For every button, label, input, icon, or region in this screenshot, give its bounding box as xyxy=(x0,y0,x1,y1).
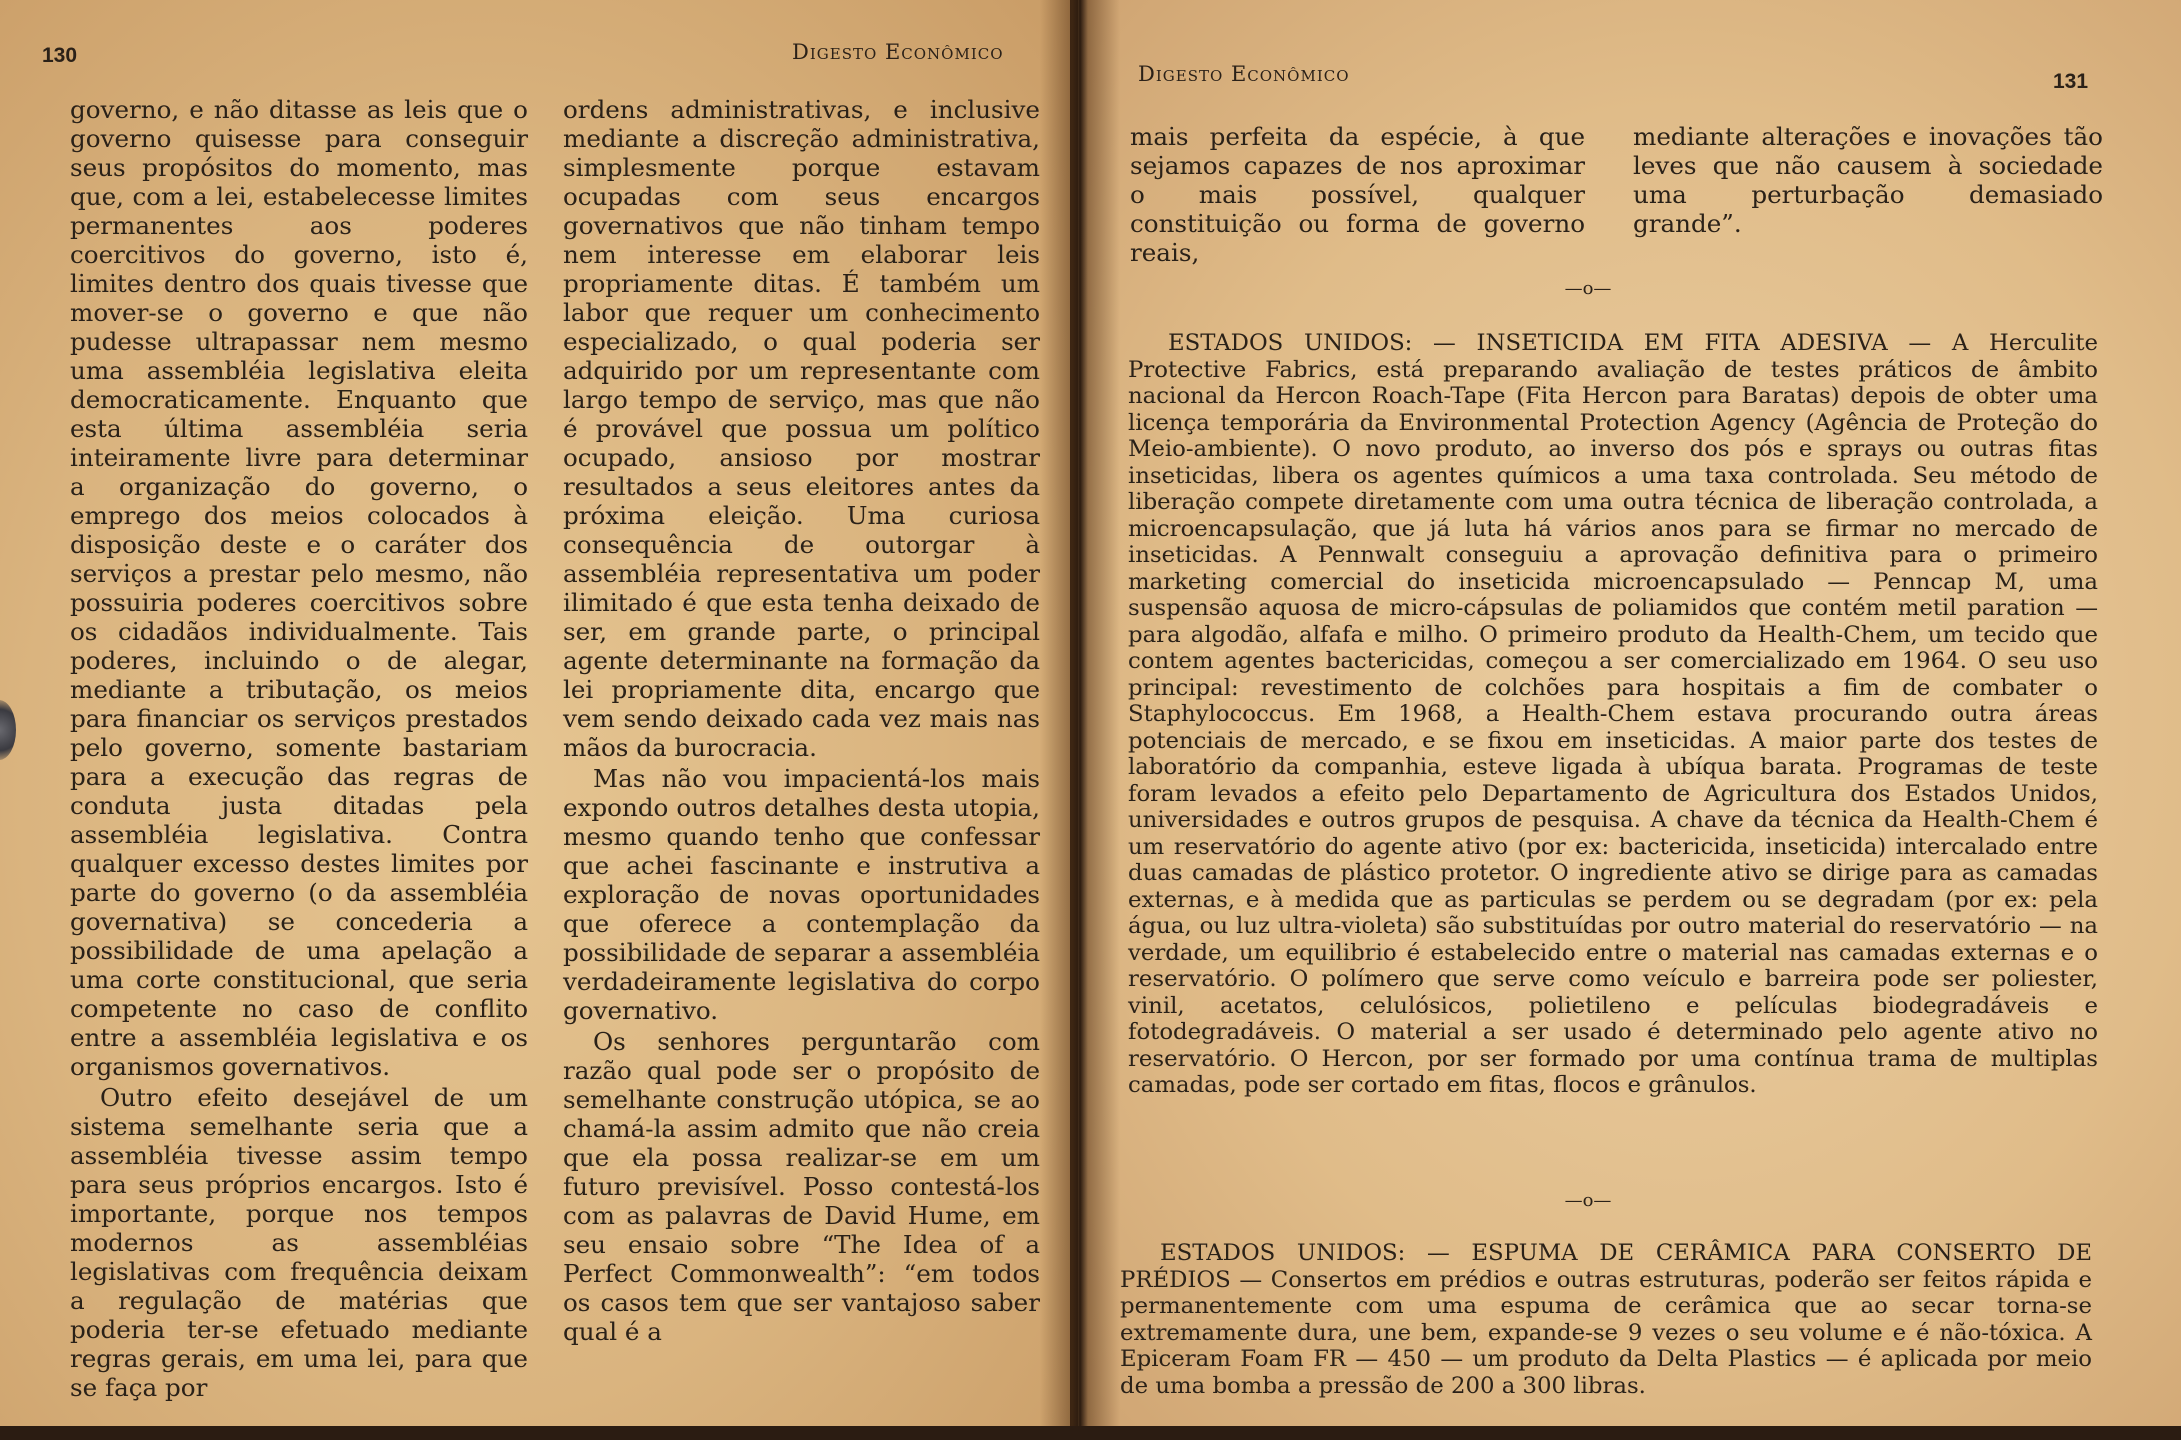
right-top-column-1 xyxy=(1130,122,1585,267)
paragraph: mediante alterações e inovações tão leves que não causem à sociedade uma perturbação demasiado grande”. xyxy=(1633,122,2103,238)
article-inseticida xyxy=(1128,330,2098,1099)
page-blot xyxy=(0,700,16,760)
article-text: ESTADOS UNIDOS: — INSETICIDA EM FITA ADESIVA — A Herculite Protective Fabrics, está preparando avaliação de testes práticos de âmbito nacional da Hercon Roach-Tape (Fita Hercon para Baratas) depois de obter uma licença temporária da Environmental Protection Agency (Agência de Proteção do Meio-ambiente). O novo produto, ao inverso dos pós e sprays ou outras fitas inseticidas, libera os agentes químicos a uma taxa controlada. Seu método de liberação compete diretamente com uma outra técnica de liberação controlada, a microencapsulação, que já luta há vários anos para se firmar no mercado de inseticidas. A Pennwalt conseguiu a aprovação definitiva para o primeiro marketing comercial do inseticida microencapsulado — Penncap M, uma suspensão aquosa de micro-cápsulas de poliamidos que contém metil paration — para algodão, alfafa e milho. O primeiro produto da Health-Chem, um tecido que contem agentes bactericidas, começou a ser comercializado em 1964. O seu uso principal: revestimento de colchões para hospitais a fim de combater o Staphylococcus. Em 1968, a Health-Chem estava procurando outra áreas potenciais de mercado, e se fixou em inseticidas. A maior parte dos testes de laboratório da companhia, esteve ligada à ubíqua barata. Programas de teste foram levados a efeito pelo Departamento de Agricultura dos Estados Unidos, universidades e outros grupos de pesquisa. A chave da técnica da Health-Chem é um reservatório do agente ativo (por ex: bactericida, inseticida) intercalado entre duas camadas de plástico protetor. O ingrediente ativo se dirige para as camadas externas, e à medida que as particulas se perdem ou se degradam (por ex: pela água, ou luz ultra-violeta) são substituídas por outro material do reservatório — na verdade, um equilibrio é estabelecido entre o material nas camadas externas e o reservatório. O polímero que serve como veículo e barreira pode ser poliester, vinil, acetatos, celulósicos, polietileno e películas biodegradáveis e fotodegradáveis. O material a ser usado é determinado pelo agente ativo no reservatório. O Hercon, por ser formado por uma contínua trama de multiplas camadas, pode ser cortado em fitas, flocos e grânulos. xyxy=(1128,330,2098,1098)
left-page xyxy=(0,0,1070,1440)
paragraph: ordens administrativas, e inclusive mediante a discreção administrativa, simplesmente porque estavam ocupadas com seus encargos governativos que não tinham tempo nem interesse em elaborar leis propriamente ditas. É também um labor que requer um conhecimento especializado, o qual poderia ser adquirido por um representante com largo tempo de serviço, mas que não é provável que possua um político ocupado, ansioso por mostrar resultados a seus eleitores antes da próxima eleição. Uma curiosa consequência de outorgar à assembléia representativa um poder ilimitado é que esta tenha deixado de ser, em grande parte, o principal agente determinante na formação da lei propriamente dita, encargo que vem sendo deixado cada vez mais nas mãos da burocracia. xyxy=(563,95,1040,762)
left-column-2 xyxy=(563,95,1040,1346)
running-head-left: Digesto Econômico xyxy=(792,40,1004,64)
paragraph: Os senhores perguntarão com razão qual pode ser o propósito de semelhante construção utópica, se ao chamá-la assim admito que não creia que ela possa realizar-se em um futuro previsível. Posso contestá-los com as palavras de David Hume, em seu ensaio sobre “The Idea of a Perfect Commonwealth”: “em todos os casos tem que ser vantajoso saber qual é a xyxy=(563,1027,1040,1346)
right-top-column-2 xyxy=(1633,122,2103,238)
page-number-left: 130 xyxy=(42,44,78,67)
running-head-right: Digesto Econômico xyxy=(1138,62,1350,86)
article-espuma xyxy=(1120,1240,2092,1399)
separator: —o— xyxy=(1564,1190,1612,1211)
paragraph: Outro efeito desejável de um sistema semelhante seria que a assembléia tivesse assim tempo para seus próprios encargos. Isto é importante, porque nos tempos modernos as assembléias legislativas com frequência deixam a regulação de matérias que poderia ter-se efetuado mediante regras gerais, em uma lei, para que se faça por xyxy=(70,1083,528,1402)
right-page xyxy=(1078,0,2181,1440)
paragraph: governo, e não ditasse as leis que o governo quisesse para conseguir seus propósitos do momento, mas que, com a lei, estabelecesse limites permanentes aos poderes coercitivos do governo, isto é, limites dentro dos quais tivesse que mover-se o governo e que não pudesse ultrapassar nem mesmo uma assembléia legislativa eleita democraticamente. Enquanto que esta última assembléia seria inteiramente livre para determinar a organização do governo, o emprego dos meios colocados à disposição deste e o caráter dos serviços a prestar pelo mesmo, não possuiria poderes coercitivos sobre os cidadãos individualmente. Tais poderes, incluindo o de alegar, mediante a tributação, os meios para financiar os serviços prestados pelo governo, somente bastariam para a execução das regras de conduta justa ditadas pela assembléia legislativa. Contra qualquer excesso destes limites por parte do governo (o da assembléia governativa) se concederia a possibilidade de uma apelação a uma corte constitucional, que seria competente no caso de conflito entre a assembléia legislativa e os organismos governativos. xyxy=(70,95,528,1081)
bottom-edge xyxy=(0,1426,2181,1440)
paragraph: Mas não vou impacientá-los mais expondo outros detalhes desta utopia, mesmo quando tenho que confessar que achei fascinante e instrutiva a exploração de novas oportunidades que oferece a contemplação da possibilidade de separar a assembléia verdadeiramente legislativa do corpo governativo. xyxy=(563,764,1040,1025)
separator: —o— xyxy=(1564,278,1612,299)
left-column-1 xyxy=(70,95,528,1402)
paragraph: mais perfeita da espécie, à que sejamos capazes de nos aproximar o mais possível, qualquer constituição ou forma de governo reais, xyxy=(1130,122,1585,267)
article-text: ESTADOS UNIDOS: — ESPUMA DE CERÂMICA PARA CONSERTO DE PRÉDIOS — Consertos em prédios e outras estruturas, poderão ser feitos rápida e permanentemente com uma espuma de cerâmica que ao secar torna-se extremamente dura, une bem, expande-se 9 vezes o seu volume e é não-tóxica. A Epiceram Foam FR — 450 — um produto da Delta Plastics — é aplicada por meio de uma bomba a pressão de 200 a 300 libras. xyxy=(1120,1240,2092,1399)
page-number-right: 131 xyxy=(2053,70,2089,93)
